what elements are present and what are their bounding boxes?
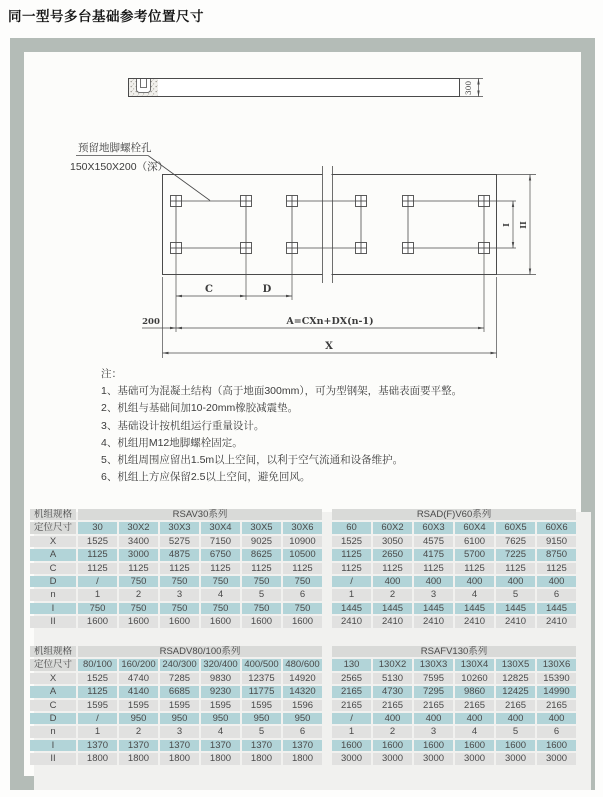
- table-cell: 400: [455, 713, 494, 724]
- table-cell: 950: [119, 713, 158, 724]
- table-cell: 1370: [242, 740, 281, 751]
- table-cell: 14990: [537, 686, 576, 697]
- table-cell: 400: [414, 713, 453, 724]
- table-cell: 2165: [414, 700, 453, 711]
- table-cell: 10500: [283, 549, 322, 560]
- table-row-A: [30, 686, 576, 697]
- table-cell: 2: [119, 589, 158, 600]
- model-header: 130X4: [455, 659, 494, 670]
- table-cell: 1525: [78, 673, 117, 684]
- table-cell: 1445: [496, 603, 535, 614]
- table-cell: 3000: [455, 753, 494, 764]
- table-cell: 9860: [455, 686, 494, 697]
- table-cell: 1800: [160, 753, 199, 764]
- table-cell: /: [332, 713, 371, 724]
- anchor-bolt-icon: [241, 243, 252, 254]
- table-cell: 1125: [537, 563, 576, 574]
- table-row-n: [30, 589, 576, 600]
- row-label: II: [30, 616, 76, 627]
- table-cell: 1445: [537, 603, 576, 614]
- table-cell: 1800: [283, 753, 322, 764]
- table-cell: 2410: [537, 616, 576, 627]
- bolt-hole-callout-line1: 预留地脚螺栓孔: [78, 142, 152, 154]
- channel-section: [137, 79, 151, 93]
- table-cell: 15390: [537, 673, 576, 684]
- group-gap: [324, 700, 330, 711]
- note-line-4: 4、机组用M12地脚螺栓固定。: [101, 436, 243, 449]
- dim-label-d: D: [262, 284, 272, 295]
- anchor-bolt-icon: [171, 243, 182, 254]
- model-header: 80/100: [78, 659, 117, 670]
- table-cell: 14320: [283, 686, 322, 697]
- table-cell: 1600: [332, 740, 371, 751]
- table-cell: 2410: [373, 616, 412, 627]
- table-cell: 4: [201, 726, 240, 737]
- group-gap: [324, 686, 330, 697]
- table-cell: 2: [373, 726, 412, 737]
- table-cell: 2165: [537, 700, 576, 711]
- table-cell: 2410: [455, 616, 494, 627]
- series-group-header: RSADV80/100系列: [78, 646, 322, 657]
- dim-label-i: I: [501, 223, 511, 227]
- table-cell: 9830: [201, 673, 240, 684]
- model-header: 320/400: [201, 659, 240, 670]
- model-header: 130X6: [537, 659, 576, 670]
- anchor-bolt-icon: [479, 243, 490, 254]
- table-cell: 7295: [414, 686, 453, 697]
- table-cell: 2: [119, 726, 158, 737]
- table-cell: 1125: [373, 563, 412, 574]
- dim-label-x: X: [325, 341, 333, 352]
- table-row-I: [30, 603, 576, 614]
- table-cell: 1445: [414, 603, 453, 614]
- table-cell: /: [78, 713, 117, 724]
- table-row-n: [30, 726, 576, 737]
- table-cell: 1600: [373, 740, 412, 751]
- row-label: D: [30, 576, 76, 587]
- group-gap: [324, 646, 330, 657]
- series-group-header: RSAV30系列: [78, 509, 322, 520]
- row-label: A: [30, 686, 76, 697]
- table-cell: 950: [283, 713, 322, 724]
- note-line-6: 6、机组上方应保留2.5以上空间，避免回风。: [101, 471, 311, 484]
- spec-table-rsadv80100-rsafv130: [28, 644, 578, 767]
- table-cell: 1800: [78, 753, 117, 764]
- notes-block: [101, 366, 571, 486]
- corner-position-dims: 定位尺寸: [30, 522, 76, 533]
- model-header: 240/300: [160, 659, 199, 670]
- table-cell: 10260: [455, 673, 494, 684]
- dim-label-ii: II: [518, 221, 528, 229]
- model-header: 60X3: [414, 522, 453, 533]
- table-cell: 400: [496, 713, 535, 724]
- table-cell: 12425: [496, 686, 535, 697]
- group-gap: [324, 576, 330, 587]
- table-cell: 1525: [78, 536, 117, 547]
- table-cell: 1596: [283, 700, 322, 711]
- group-gap: [324, 536, 330, 547]
- corner-unit-spec: 机组规格: [30, 509, 76, 520]
- table-cell: 1125: [332, 563, 371, 574]
- row-label: X: [30, 673, 76, 684]
- table-cell: 1595: [201, 700, 240, 711]
- table-cell: 4740: [119, 673, 158, 684]
- table-cell: 6: [537, 589, 576, 600]
- table-cell: 1370: [78, 740, 117, 751]
- table-row-X: [30, 536, 576, 547]
- table-cell: 4: [455, 726, 494, 737]
- table-cell: 400: [455, 576, 494, 587]
- table-cell: 1: [332, 589, 371, 600]
- table-cell: 1800: [242, 753, 281, 764]
- group-gap: [324, 509, 330, 520]
- model-header: 30X3: [160, 522, 199, 533]
- table-row-C: [30, 700, 576, 711]
- model-header: 130X2: [373, 659, 412, 670]
- anchor-bolt-icon: [171, 196, 182, 207]
- table-cell: 3: [414, 589, 453, 600]
- row-label: I: [30, 603, 76, 614]
- group-gap: [324, 522, 330, 533]
- table-cell: 1370: [201, 740, 240, 751]
- table-row-X: [30, 673, 576, 684]
- table-cell: 2565: [332, 673, 371, 684]
- table-cell: 1600: [119, 616, 158, 627]
- table-cell: 4575: [414, 536, 453, 547]
- table-cell: 400: [537, 713, 576, 724]
- table-cell: 5: [496, 589, 535, 600]
- table-cell: 6: [283, 726, 322, 737]
- table-cell: 1600: [455, 740, 494, 751]
- table-cell: 6100: [455, 536, 494, 547]
- table-cell: 3000: [373, 753, 412, 764]
- table-cell: 1445: [455, 603, 494, 614]
- table-row-I: [30, 740, 576, 751]
- group-gap: [324, 589, 330, 600]
- table-cell: 1595: [119, 700, 158, 711]
- table-cell: 1800: [201, 753, 240, 764]
- anchor-bolt-icon: [287, 243, 298, 254]
- unit-outlines: [176, 201, 516, 248]
- table-cell: 1: [78, 589, 117, 600]
- bolt-hole-callout-line2: 150X150X200（深）: [70, 161, 169, 173]
- table-row-C: [30, 563, 576, 574]
- table-cell: 9150: [537, 536, 576, 547]
- row-label: n: [30, 726, 76, 737]
- table-cell: 1125: [283, 563, 322, 574]
- anchor-bolt-icon: [241, 196, 252, 207]
- table-cell: 1800: [119, 753, 158, 764]
- table-cell: 8750: [537, 549, 576, 560]
- table-cell: 4: [201, 589, 240, 600]
- plan-view: [163, 166, 517, 283]
- table-cell: 7285: [160, 673, 199, 684]
- table-cell: 400: [373, 576, 412, 587]
- table-cell: 750: [78, 603, 117, 614]
- row-label: C: [30, 700, 76, 711]
- table-cell: /: [78, 576, 117, 587]
- table-cell: 2165: [332, 686, 371, 697]
- table-row-II: [30, 753, 576, 764]
- table-cell: 1125: [496, 563, 535, 574]
- note-line-1: 1、基础可为混凝土结构（高于地面300mm），可为型钢架，基础表面要平整。: [101, 385, 463, 398]
- table-cell: 950: [242, 713, 281, 724]
- model-header: 30X6: [283, 522, 322, 533]
- table-cell: 6: [537, 726, 576, 737]
- table-cell: 3400: [119, 536, 158, 547]
- table-cell: 750: [119, 603, 158, 614]
- table-cell: 7595: [414, 673, 453, 684]
- table-cell: 1125: [201, 563, 240, 574]
- table-cell: 2165: [455, 700, 494, 711]
- group-gap: [324, 616, 330, 627]
- table-cell: 1600: [283, 616, 322, 627]
- table-cell: 1125: [119, 563, 158, 574]
- table-cell: 1125: [78, 549, 117, 560]
- table-cell: 4875: [160, 549, 199, 560]
- model-header: 30: [78, 522, 117, 533]
- table-cell: 750: [160, 576, 199, 587]
- table-cell: 1370: [160, 740, 199, 751]
- row-label: II: [30, 753, 76, 764]
- table-cell: 5275: [160, 536, 199, 547]
- model-header: 60X6: [537, 522, 576, 533]
- table-cell: 1600: [496, 740, 535, 751]
- model-header: 60: [332, 522, 371, 533]
- table-cell: 4: [455, 589, 494, 600]
- table-cell: 750: [283, 603, 322, 614]
- anchor-bolt-icon: [479, 196, 490, 207]
- dimension-lines: [142, 175, 536, 359]
- model-header: 130X5: [496, 659, 535, 670]
- table-cell: 1370: [283, 740, 322, 751]
- corner-position-dims: 定位尺寸: [30, 659, 76, 670]
- table-cell: 750: [242, 603, 281, 614]
- table-cell: 950: [201, 713, 240, 724]
- page-title: 同一型号多台基础参考位置尺寸: [8, 9, 204, 24]
- table-cell: 3: [160, 726, 199, 737]
- table-cell: 750: [201, 576, 240, 587]
- table-cell: 7225: [496, 549, 535, 560]
- table-cell: 1445: [373, 603, 412, 614]
- table-cell: 1600: [414, 740, 453, 751]
- table-cell: 7150: [201, 536, 240, 547]
- row-label: C: [30, 563, 76, 574]
- table-cell: 3: [414, 726, 453, 737]
- table-cell: 8625: [242, 549, 281, 560]
- table-cell: 1595: [78, 700, 117, 711]
- table-cell: 750: [201, 603, 240, 614]
- table-cell: 3: [160, 589, 199, 600]
- table-cell: 1125: [78, 563, 117, 574]
- group-gap: [324, 726, 330, 737]
- table-cell: 750: [283, 576, 322, 587]
- table-cell: 2165: [373, 700, 412, 711]
- anchor-bolt-icon: [356, 243, 367, 254]
- table-cell: 400: [373, 713, 412, 724]
- anchor-bolt-icon: [287, 196, 298, 207]
- group-gap: [324, 713, 330, 724]
- table-cell: 1445: [332, 603, 371, 614]
- model-header: 60X4: [455, 522, 494, 533]
- row-label: X: [30, 536, 76, 547]
- table-cell: 6685: [160, 686, 199, 697]
- table-cell: 5700: [455, 549, 494, 560]
- model-header: 60X2: [373, 522, 412, 533]
- group-gap: [324, 740, 330, 751]
- table-cell: 1125: [332, 549, 371, 560]
- table-cell: 750: [160, 603, 199, 614]
- table-cell: 3000: [332, 753, 371, 764]
- table-cell: 1600: [160, 616, 199, 627]
- table-cell: 11775: [242, 686, 281, 697]
- series-group-header: RSAFV130系列: [332, 646, 576, 657]
- elevation-view: [129, 79, 484, 97]
- row-label: n: [30, 589, 76, 600]
- row-label: A: [30, 549, 76, 560]
- model-header: 130: [332, 659, 371, 670]
- table-cell: 2410: [496, 616, 535, 627]
- table-cell: 750: [119, 576, 158, 587]
- group-gap: [324, 603, 330, 614]
- table-cell: 6750: [201, 549, 240, 560]
- table-cell: 400: [496, 576, 535, 587]
- table-row-A: [30, 549, 576, 560]
- table-cell: 1: [78, 726, 117, 737]
- model-header: 400/500: [242, 659, 281, 670]
- group-gap: [324, 673, 330, 684]
- table-cell: /: [332, 576, 371, 587]
- table-cell: 400: [537, 576, 576, 587]
- table-cell: 2: [373, 589, 412, 600]
- corner-unit-spec: 机组规格: [30, 646, 76, 657]
- table-cell: 7625: [496, 536, 535, 547]
- table-cell: 4140: [119, 686, 158, 697]
- group-gap: [324, 753, 330, 764]
- table-cell: 750: [242, 576, 281, 587]
- group-gap: [324, 659, 330, 670]
- dim-label-a-formula: A=CXn+DX(n-1): [286, 316, 374, 327]
- table-cell: 4175: [414, 549, 453, 560]
- notes-title: 注：: [101, 368, 122, 380]
- table-cell: 1525: [332, 536, 371, 547]
- group-gap: [324, 563, 330, 574]
- model-header: 60X5: [496, 522, 535, 533]
- table-cell: 1600: [201, 616, 240, 627]
- table-cell: 5: [242, 589, 281, 600]
- table-cell: 12825: [496, 673, 535, 684]
- table-cell: 1125: [455, 563, 494, 574]
- table-cell: 1600: [78, 616, 117, 627]
- group-gap: [324, 549, 330, 560]
- table-cell: 5: [242, 726, 281, 737]
- table-row-D: [30, 576, 576, 587]
- row-label: D: [30, 713, 76, 724]
- note-line-2: 2、机组与基础间加10-20mm橡胶减震垫。: [101, 402, 299, 415]
- table-cell: 3000: [496, 753, 535, 764]
- table-cell: 3000: [414, 753, 453, 764]
- anchor-bolt-icon: [403, 243, 414, 254]
- table-cell: 1125: [242, 563, 281, 574]
- dim-label-200: 200: [142, 317, 160, 327]
- table-cell: 1: [332, 726, 371, 737]
- dim-label-300: 300: [464, 80, 473, 96]
- table-cell: 9230: [201, 686, 240, 697]
- model-header: 30X5: [242, 522, 281, 533]
- note-line-5: 5、机组周围应留出1.5m以上空间，以利于空气流通和设备维护。: [101, 454, 404, 467]
- table-cell: 1600: [242, 616, 281, 627]
- table-cell: 9025: [242, 536, 281, 547]
- table-cell: 14920: [283, 673, 322, 684]
- model-header: 30X4: [201, 522, 240, 533]
- table-cell: 4730: [373, 686, 412, 697]
- table-row-II: [30, 616, 576, 627]
- anchor-bolt-icon: [356, 196, 367, 207]
- row-label: I: [30, 740, 76, 751]
- model-header: 160/200: [119, 659, 158, 670]
- table-cell: 12375: [242, 673, 281, 684]
- table-cell: 1125: [414, 563, 453, 574]
- table-row-D: [30, 713, 576, 724]
- table-cell: 2650: [373, 549, 412, 560]
- dimension-labels: [142, 221, 528, 352]
- table-cell: 2410: [414, 616, 453, 627]
- table-cell: 400: [414, 576, 453, 587]
- table-cell: 1595: [242, 700, 281, 711]
- table-cell: 1600: [537, 740, 576, 751]
- table-cell: 5: [496, 726, 535, 737]
- model-header: 480/600: [283, 659, 322, 670]
- table-cell: 5130: [373, 673, 412, 684]
- table-cell: 3050: [373, 536, 412, 547]
- model-header: 130X3: [414, 659, 453, 670]
- anchor-bolt-icon: [403, 196, 414, 207]
- series-group-header: RSAD(F)V60系列: [332, 509, 576, 520]
- table-cell: 1125: [160, 563, 199, 574]
- table-cell: 3000: [119, 549, 158, 560]
- table-cell: 2410: [332, 616, 371, 627]
- spec-table-rsav30-rsadfv60: [28, 507, 578, 630]
- table-cell: 950: [160, 713, 199, 724]
- table-cell: 1595: [160, 700, 199, 711]
- dim-label-c: C: [205, 284, 213, 295]
- note-line-3: 3、基础设计按机组运行重量设计。: [101, 419, 265, 432]
- table-cell: 1125: [78, 686, 117, 697]
- table-cell: 10900: [283, 536, 322, 547]
- model-header: 30X2: [119, 522, 158, 533]
- table-cell: 2165: [332, 700, 371, 711]
- table-cell: 3000: [537, 753, 576, 764]
- table-cell: 1370: [119, 740, 158, 751]
- table-cell: 2165: [496, 700, 535, 711]
- table-cell: 6: [283, 589, 322, 600]
